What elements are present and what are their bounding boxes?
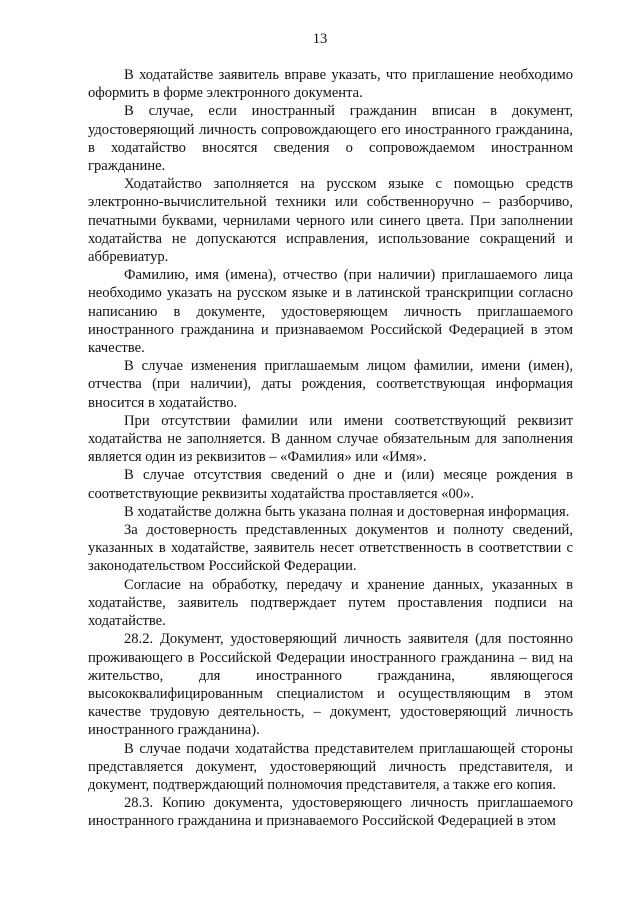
paragraph-accompanied-citizen: В случае, если иностранный гражданин вписан в документ, удостоверяющий личность сопровождающего его иностранного гражданина, в ходатайство вносятся сведения о сопровождаемом иностранном гражданине. <box>88 103 573 175</box>
paragraph-data-consent: Согласие на обработку, передачу и хранение данных, указанных в ходатайстве, заявитель подтверждает путем проставления подписи на ходатайстве. <box>88 576 573 630</box>
paragraph-filling-rules: Ходатайство заполняется на русском языке с помощью средств электронно-вычислительной техники или собственноручно – разборчиво, печатными буквами, чернилами черного или синего цвета. При заполнении ходатайства не допускаются исправления, использование сокращений и аббревиатур. <box>88 176 573 266</box>
document-body <box>88 66 573 831</box>
paragraph-responsibility: За достоверность представленных документов и полноту сведений, указанных в ходатайстве, заявитель несет ответственность в соответствии с законодательством Российской Федерации. <box>88 522 573 575</box>
page-number: 13 <box>312 31 328 47</box>
paragraph-name-change: В случае изменения приглашаемым лицом фамилии, имени (имен), отчества (при наличии), даты рождения, соответствующая информация вносится в ходатайство. <box>88 358 573 411</box>
paragraph-section-28-3: 28.3. Копию документа, удостоверяющего личность приглашаемого иностранного гражданина и признаваемого Российской Федерацией в этом <box>88 795 573 830</box>
paragraph-missing-birth-date: В случае отсутствия сведений о дне и (или) месяце рождения в соответствующие реквизиты ходатайства проставляется «00». <box>88 467 573 502</box>
paragraph-missing-name: При отсутствии фамилии или имени соответствующий реквизит ходатайства не заполняется. В данном случае обязательным для заполнения является один из реквизитов – «Фамилия» или «Имя». <box>88 412 573 466</box>
paragraph-representative: В случае подачи ходатайства представителем приглашающей стороны представляется документ, удостоверяющий личность представителя, и документ, подтверждающий полномочия представителя, а также его копия. <box>88 740 573 793</box>
paragraph-name-transcription: Фамилию, имя (имена), отчество (при наличии) приглашаемого лица необходимо указать на русском языке и в латинской транскрипции согласно написанию в документе, удостоверяющем личность приглашаемого иностранного гражданина и признаваемом Российской Федерацией в этом качестве. <box>88 267 573 357</box>
paragraph-complete-information: В ходатайстве должна быть указана полная и достоверная информация. <box>124 503 570 520</box>
paragraph-electronic-form: В ходатайстве заявитель вправе указать, что приглашение необходимо оформить в форме электронного документа. <box>88 67 573 102</box>
paragraph-section-28-2: 28.2. Документ, удостоверяющий личность заявителя (для постоянно проживающего в Российской Федерации иностранного гражданина – вид на жительство, для иностранного гражданина, являющегося высококвалифицированным специалистом и осуществляющим в этом качестве трудовую деятельность, – документ, удостоверяющий личность иностранного гражданина). <box>88 631 573 739</box>
